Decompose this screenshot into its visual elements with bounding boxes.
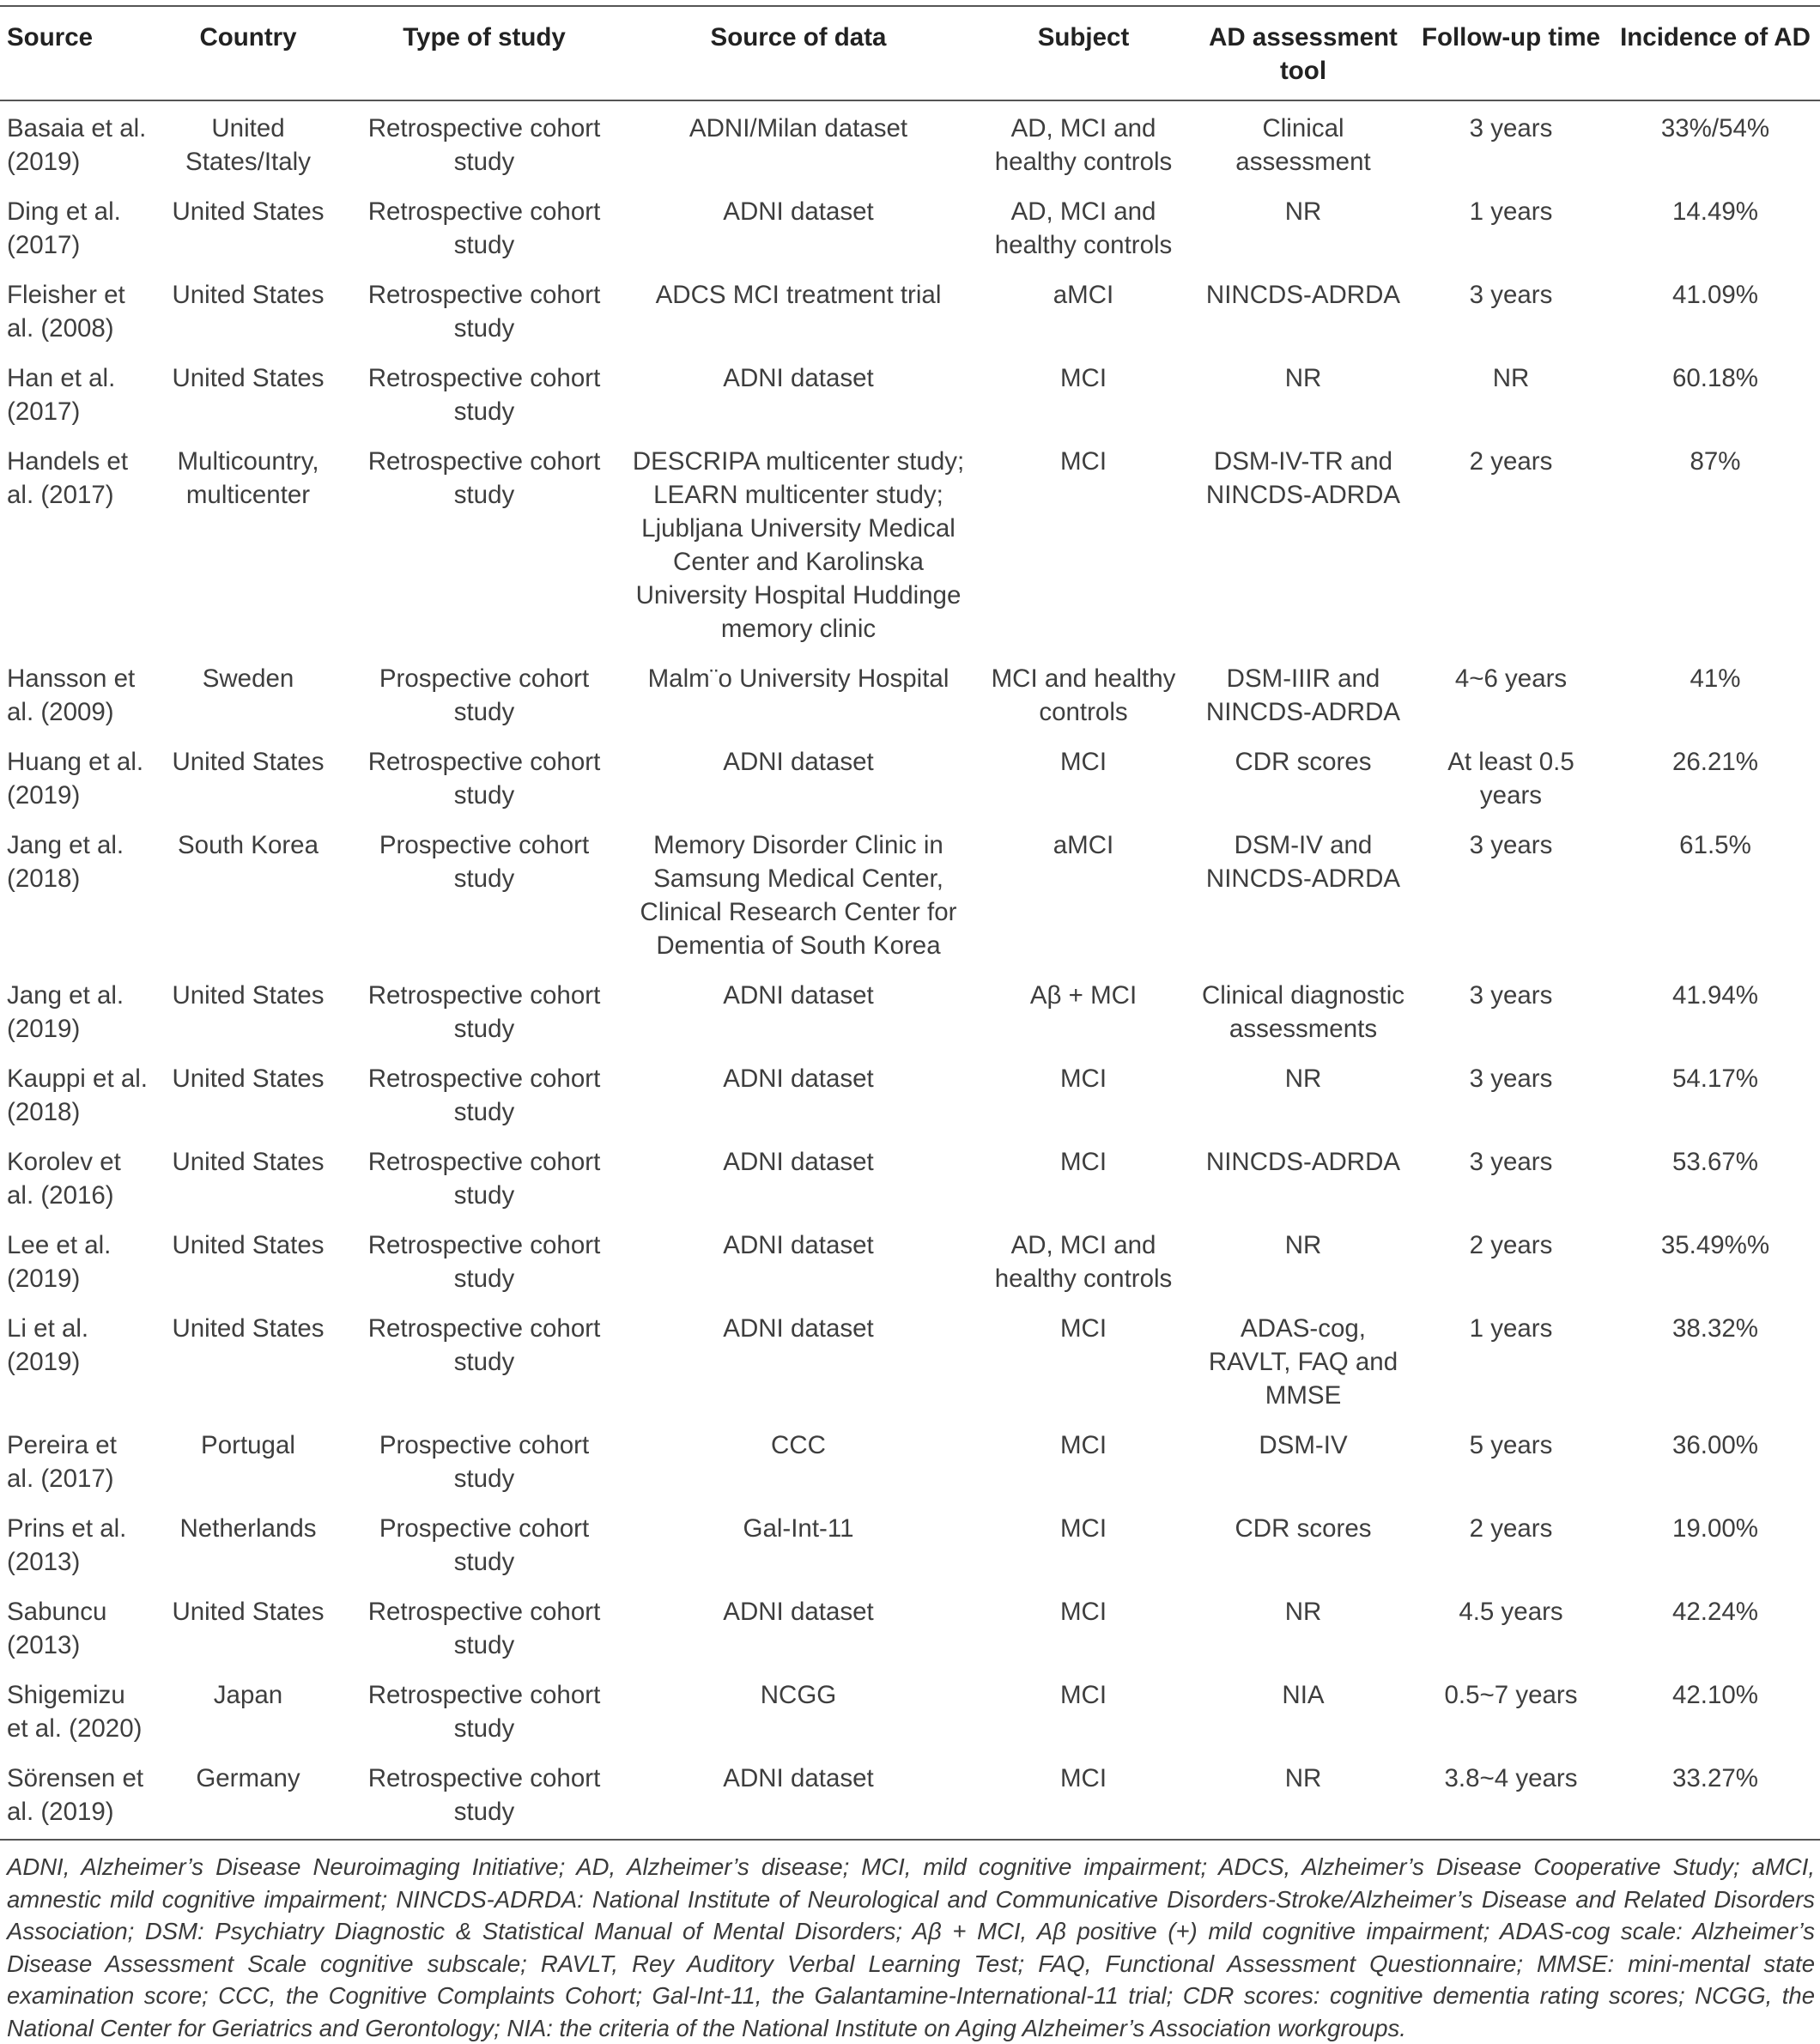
cell-incidence: 36.00% (1671, 1431, 1759, 1459)
cell-assessment-tool: NIA (1282, 1681, 1325, 1709)
cell-source: Jang et al. (2018) (7, 831, 124, 893)
studies-table (0, 5, 1820, 1841)
cell-source-of-data: Malm¨o University Hospital (647, 664, 949, 693)
cell-country: United States (172, 1231, 325, 1259)
cell-assessment-tool: NR (1284, 1064, 1322, 1093)
cell-source: Ding et al. (2017) (7, 197, 121, 259)
cell-source: Huang et al. (2019) (7, 748, 144, 810)
cell-incidence: 33%/54% (1660, 114, 1770, 143)
cell-source-of-data: ADNI dataset (625, 1753, 972, 1840)
cell-source-of-data: DESCRIPA multicenter study; LEARN multicenter study; Ljubljana University Medical Center and Karolinska University Hospital Huddinge memory clinic (632, 447, 965, 643)
header-type-of-study: Type of study (343, 6, 625, 100)
cell-subject: MCI (1059, 1148, 1107, 1176)
table-body (0, 100, 1820, 1840)
cell-source-of-data: ADNI dataset (723, 1598, 874, 1626)
cell-subject: MCI (1059, 1514, 1107, 1543)
cell-source-of-data: CCC (771, 1431, 826, 1459)
cell-incidence: 53.67% (1671, 1148, 1759, 1176)
cell-subject: MCI (1059, 1064, 1107, 1093)
cell-subject: MCI (1059, 1598, 1107, 1626)
cell-country: Netherlands (179, 1514, 317, 1543)
cell-subject: AD, MCI and healthy controls (994, 114, 1173, 176)
cell-country: United States/Italy (185, 114, 311, 176)
cell-type-of-study: Retrospective cohort study (367, 197, 601, 259)
cell-source-of-data: ADNI dataset (723, 981, 874, 1010)
cell-follow-up-time: 3 years (1469, 981, 1553, 1010)
cell-follow-up-time: 4.5 years (1459, 1598, 1563, 1626)
cell-type-of-study: Retrospective cohort study (367, 1598, 601, 1659)
cell-subject: MCI (1059, 1681, 1107, 1709)
cell-source: Prins et al. (2013) (7, 1514, 127, 1576)
table-row (0, 436, 1820, 653)
cell-incidence: 41.09% (1671, 281, 1759, 309)
cell-country: Germany (153, 1753, 343, 1840)
cell-incidence: 41.94% (1671, 981, 1759, 1010)
table-row (0, 1137, 1820, 1220)
cell-type-of-study: Prospective cohort study (379, 831, 590, 893)
cell-source: Shigemizu et al. (2020) (7, 1681, 143, 1743)
cell-incidence: 26.21% (1671, 748, 1759, 776)
cell-source-of-data: ADNI dataset (723, 1314, 874, 1343)
cell-incidence: 42.10% (1671, 1681, 1759, 1709)
cell-incidence: 42.24% (1671, 1598, 1759, 1626)
cell-incidence: 54.17% (1671, 1064, 1759, 1093)
cell-subject: MCI and healthy controls (991, 664, 1176, 726)
cell-subject: aMCI (1053, 831, 1114, 859)
header-row (0, 6, 1820, 100)
cell-subject: MCI (1059, 1314, 1107, 1343)
cell-type-of-study: Retrospective cohort study (367, 114, 601, 176)
cell-incidence: 41% (1690, 664, 1741, 693)
cell-source: Basaia et al. (2019) (7, 114, 147, 176)
cell-source: Sabuncu (2013) (7, 1598, 107, 1659)
cell-country: United States (172, 1064, 325, 1093)
cell-type-of-study: Retrospective cohort study (367, 1681, 601, 1743)
cell-country: United States (172, 364, 325, 392)
cell-country: United States (172, 1314, 325, 1343)
cell-type-of-study: Retrospective cohort study (367, 1314, 601, 1376)
table-footnote: ADNI, Alzheimer’s Disease Neuroimaging Initiative; AD, Alzheimer’s disease; MCI, mild cognitive impairment; ADCS, Alzheimer’s Disease Cooperative Study; aMCI, amnestic mild cognitive impairment; NINCDS-ADRDA: National Institute of Neurological and Communicative Disorders-Stroke/Alzheimer’s Disease and Related Disorders Association; DSM: Psychiatry Diagnostic & Statistical Manual of Mental Disorders; Aβ + MCI, Aβ positive (+) mild cognitive impairment; ADAS-cog scale: Alzheimer’s Disease Assessment Scale cognitive subscale; RAVLT, Rey Auditory Verbal Learning Test; FAQ, Functional Assessment Questionnaire; MMSE: mini-mental state examination score; CCC, the Cognitive Complaints Cohort; Gal-Int-11, the Galantamine-International-11 trial; CDR scores: cognitive dementia rating scores; NCGG, the National Center for Geriatrics and Gerontology; NIA: the criteria of the National Institute on Aging Alzheimer’s Association workgroups. (7, 1853, 1815, 2041)
cell-assessment-tool: Clinical diagnostic assessments (1201, 981, 1405, 1043)
cell-type-of-study: Prospective cohort study (379, 664, 590, 726)
cell-follow-up-time: 3 years (1469, 281, 1553, 309)
cell-country: Sweden (202, 664, 294, 693)
cell-type-of-study: Prospective cohort study (379, 1514, 590, 1576)
table-row (0, 1670, 1820, 1753)
table-row (0, 270, 1820, 353)
cell-country: United States (172, 1148, 325, 1176)
cell-assessment-tool: NINCDS-ADRDA (1205, 1148, 1401, 1176)
cell-assessment-tool: ADAS-cog, RAVLT, FAQ and MMSE (1208, 1314, 1398, 1410)
cell-type-of-study: Prospective cohort study (379, 1431, 590, 1493)
cell-follow-up-time: 4~6 years (1454, 664, 1568, 693)
cell-follow-up-time: 1 years (1469, 1314, 1553, 1343)
cell-type-of-study: Retrospective cohort study (367, 1064, 601, 1126)
cell-subject: AD, MCI and healthy controls (994, 1231, 1173, 1293)
cell-subject: MCI (972, 1753, 1195, 1840)
table-row (0, 653, 1820, 737)
cell-type-of-study: Retrospective cohort study (367, 447, 601, 509)
cell-source-of-data: ADNI dataset (723, 1148, 874, 1176)
cell-source-of-data: ADNI/Milan dataset (689, 114, 908, 143)
cell-incidence: 19.00% (1671, 1514, 1759, 1543)
cell-assessment-tool: CDR scores (1235, 748, 1372, 776)
cell-assessment-tool: DSM-IV-TR and NINCDS-ADRDA (1205, 447, 1401, 509)
cell-follow-up-time: 3.8~4 years (1411, 1753, 1611, 1840)
cell-source-of-data: Gal-Int-11 (743, 1514, 854, 1543)
header-follow-up-time: Follow-up time (1411, 6, 1611, 100)
cell-source-of-data: ADCS MCI treatment trial (655, 281, 942, 309)
cell-subject: MCI (1059, 748, 1107, 776)
cell-incidence: 33.27% (1611, 1753, 1820, 1840)
table-row (0, 353, 1820, 436)
cell-type-of-study: Retrospective cohort study (367, 281, 601, 343)
table-row (0, 737, 1820, 820)
cell-country: United States (172, 281, 325, 309)
cell-subject: MCI (1059, 1431, 1107, 1459)
cell-follow-up-time: 0.5~7 years (1444, 1681, 1578, 1709)
table-row (0, 1303, 1820, 1420)
cell-source: Hansson et al. (2009) (7, 664, 136, 726)
table-header (0, 6, 1820, 100)
cell-follow-up-time: At least 0.5 years (1447, 748, 1574, 810)
cell-source: Handels et al. (2017) (7, 447, 129, 509)
header-country: Country (153, 6, 343, 100)
header-source: Source (0, 6, 153, 100)
table-row (0, 186, 1820, 270)
cell-source-of-data: ADNI dataset (723, 748, 874, 776)
cell-follow-up-time: 3 years (1469, 831, 1553, 859)
cell-country: United States (172, 748, 325, 776)
header-source-of-data: Source of data (625, 6, 972, 100)
header-assessment-tool: AD assessment tool (1195, 6, 1411, 100)
cell-follow-up-time: 3 years (1469, 1148, 1553, 1176)
cell-type-of-study: Retrospective cohort study (367, 364, 601, 426)
table-row (0, 1753, 1820, 1840)
table-row (0, 1420, 1820, 1503)
cell-assessment-tool: NR (1284, 1231, 1322, 1259)
header-incidence: Incidence of AD (1611, 6, 1820, 100)
cell-source-of-data: ADNI dataset (723, 1231, 874, 1259)
table-row (0, 1053, 1820, 1137)
cell-subject: Aβ + MCI (1029, 981, 1138, 1010)
table-row (0, 820, 1820, 970)
cell-source: Han et al. (2017) (7, 364, 116, 426)
cell-source: Li et al. (2019) (7, 1314, 89, 1376)
cell-source: Kauppi et al. (2018) (7, 1064, 149, 1126)
cell-follow-up-time: 2 years (1469, 447, 1553, 476)
cell-assessment-tool: NR (1284, 1598, 1322, 1626)
cell-assessment-tool: CDR scores (1235, 1514, 1372, 1543)
cell-follow-up-time: NR (1492, 364, 1530, 392)
cell-source-of-data: Memory Disorder Clinic in Samsung Medical Center, Clinical Research Center for Dementia of South Korea (640, 831, 957, 960)
cell-assessment-tool: NR (1195, 1753, 1411, 1840)
cell-source-of-data: ADNI dataset (723, 1064, 874, 1093)
cell-type-of-study: Retrospective cohort study (367, 748, 601, 810)
cell-assessment-tool: NR (1284, 364, 1322, 392)
cell-follow-up-time: 2 years (1469, 1231, 1553, 1259)
cell-type-of-study: Retrospective cohort study (367, 1148, 601, 1210)
cell-source: Jang et al. (2019) (7, 981, 124, 1043)
cell-follow-up-time: 2 years (1469, 1514, 1553, 1543)
table-row (0, 100, 1820, 186)
cell-incidence: 35.49%% (1660, 1231, 1770, 1259)
cell-incidence: 61.5% (1679, 831, 1751, 859)
cell-country: South Korea (177, 831, 318, 859)
cell-assessment-tool: Clinical assessment (1235, 114, 1371, 176)
cell-type-of-study: Retrospective cohort study (343, 1753, 625, 1840)
table-row (0, 970, 1820, 1053)
cell-subject: MCI (1059, 364, 1107, 392)
cell-source: Korolev et al. (2016) (7, 1148, 121, 1210)
cell-assessment-tool: DSM-IIIR and NINCDS-ADRDA (1205, 664, 1401, 726)
cell-source: Lee et al. (2019) (7, 1231, 112, 1293)
cell-incidence: 87% (1690, 447, 1741, 476)
header-subject: Subject (972, 6, 1195, 100)
cell-source-of-data: ADNI dataset (723, 197, 874, 226)
cell-incidence: 14.49% (1671, 197, 1759, 226)
cell-subject: AD, MCI and healthy controls (994, 197, 1173, 259)
cell-country: Portugal (201, 1431, 295, 1459)
cell-source-of-data: ADNI dataset (723, 364, 874, 392)
cell-type-of-study: Retrospective cohort study (367, 981, 601, 1043)
cell-source: Fleisher et al. (2008) (7, 281, 125, 343)
cell-subject: aMCI (1053, 281, 1114, 309)
cell-follow-up-time: 5 years (1469, 1431, 1553, 1459)
cell-follow-up-time: 3 years (1469, 114, 1553, 143)
cell-follow-up-time: 1 years (1469, 197, 1553, 226)
cell-country: United States (172, 981, 325, 1010)
table-row (0, 1586, 1820, 1670)
table-row (0, 1503, 1820, 1586)
cell-assessment-tool: NR (1284, 197, 1322, 226)
cell-assessment-tool: NINCDS-ADRDA (1205, 281, 1401, 309)
cell-country: Multicountry, multicenter (177, 447, 319, 509)
cell-assessment-tool: DSM-IV (1259, 1431, 1348, 1459)
cell-source-of-data: NCGG (760, 1681, 837, 1709)
cell-subject: MCI (1059, 447, 1107, 476)
cell-country: United States (172, 1598, 325, 1626)
cell-assessment-tool: DSM-IV and NINCDS-ADRDA (1205, 831, 1401, 893)
cell-source: Pereira et al. (2017) (7, 1431, 117, 1493)
cell-country: United States (172, 197, 325, 226)
cell-source: Sörensen et al. (2019) (0, 1753, 153, 1840)
table-row (0, 1220, 1820, 1303)
cell-follow-up-time: 3 years (1469, 1064, 1553, 1093)
cell-incidence: 38.32% (1671, 1314, 1759, 1343)
cell-incidence: 60.18% (1671, 364, 1759, 392)
cell-type-of-study: Retrospective cohort study (367, 1231, 601, 1293)
cell-country: Japan (213, 1681, 283, 1709)
